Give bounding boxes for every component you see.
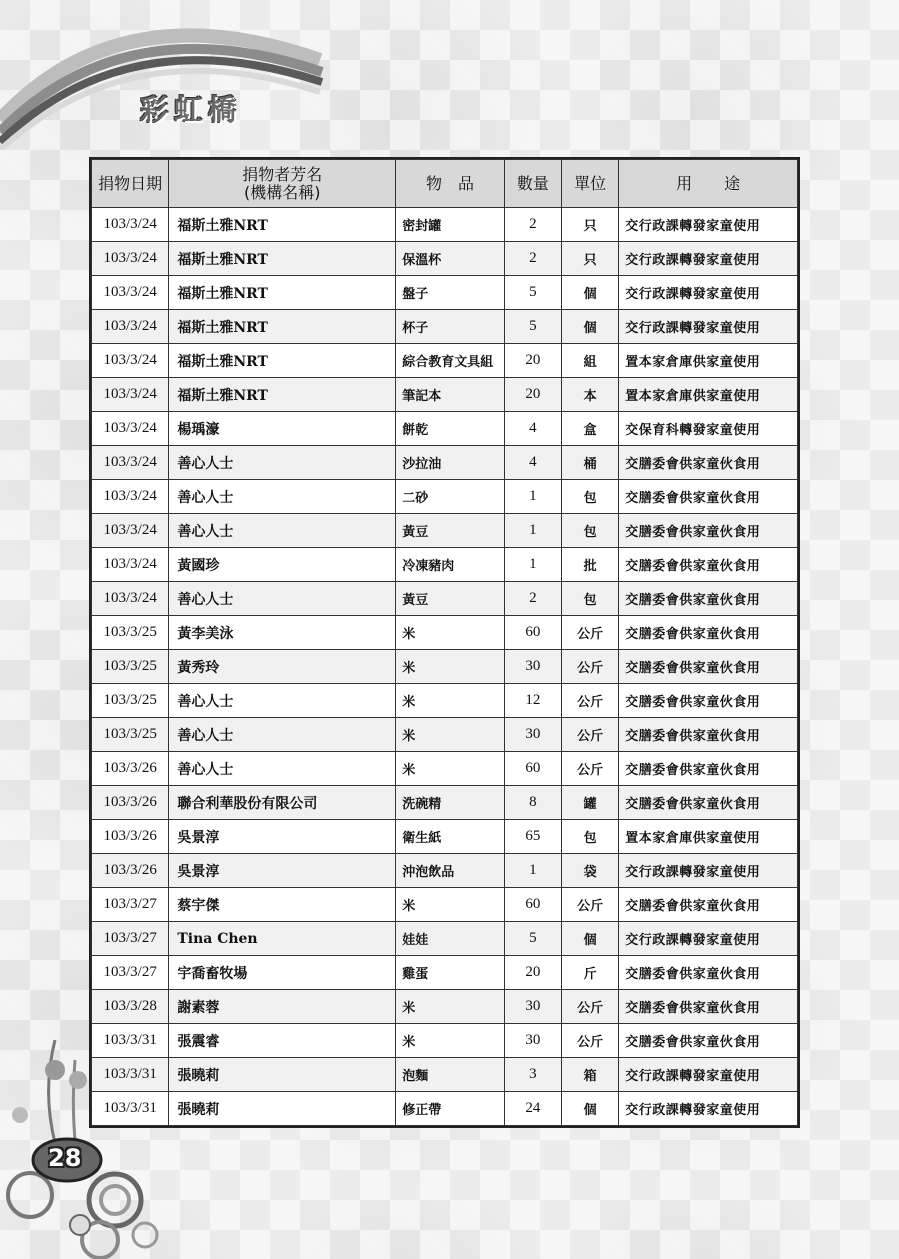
cell-unit: 只 — [561, 242, 618, 276]
cell-unit: 公斤 — [561, 616, 618, 650]
table-row — [92, 888, 798, 922]
cell-item: 黃豆 — [396, 514, 504, 548]
cell-unit: 批 — [561, 548, 618, 582]
cell-date: 103/3/27 — [92, 956, 169, 990]
cell-date: 103/3/24 — [92, 344, 169, 378]
cell-unit: 箱 — [561, 1058, 618, 1092]
table-row — [92, 1058, 798, 1092]
cell-date: 103/3/26 — [92, 786, 169, 820]
header-item: 物 品 — [396, 160, 504, 208]
cell-donor: 福斯土雅NRT — [169, 344, 396, 378]
cell-qty: 5 — [504, 922, 561, 956]
cell-unit: 袋 — [561, 854, 618, 888]
cell-item: 修正帶 — [396, 1092, 504, 1126]
cell-item: 米 — [396, 718, 504, 752]
cell-purpose: 交膳委會供家童伙食用 — [619, 616, 798, 650]
page-header-title: 彩虹橋 — [140, 93, 243, 126]
cell-unit: 包 — [561, 820, 618, 854]
cell-purpose: 交膳委會供家童伙食用 — [619, 752, 798, 786]
cell-qty: 2 — [504, 208, 561, 242]
cell-qty: 30 — [504, 990, 561, 1024]
table-body — [92, 208, 798, 1126]
donation-table — [89, 157, 800, 1128]
cell-purpose: 交膳委會供家童伙食用 — [619, 548, 798, 582]
cell-unit: 公斤 — [561, 752, 618, 786]
cell-donor: 聯合利華股份有限公司 — [169, 786, 396, 820]
cell-donor: 善心人士 — [169, 480, 396, 514]
cell-donor: 黃秀玲 — [169, 650, 396, 684]
cell-qty: 1 — [504, 480, 561, 514]
cell-unit: 公斤 — [561, 684, 618, 718]
cell-donor: 善心人士 — [169, 752, 396, 786]
header-unit: 單位 — [561, 160, 618, 208]
cell-donor: 福斯土雅NRT — [169, 208, 396, 242]
cell-donor: 楊瑀濠 — [169, 412, 396, 446]
cell-donor: 吳景淳 — [169, 854, 396, 888]
cell-purpose: 置本家倉庫供家童使用 — [619, 820, 798, 854]
cell-donor: 蔡宇傑 — [169, 888, 396, 922]
cell-item: 米 — [396, 990, 504, 1024]
cell-item: 米 — [396, 684, 504, 718]
table-row — [92, 446, 798, 480]
cell-unit: 桶 — [561, 446, 618, 480]
cell-date: 103/3/26 — [92, 820, 169, 854]
cell-unit: 組 — [561, 344, 618, 378]
cell-item: 保溫杯 — [396, 242, 504, 276]
table-row — [92, 412, 798, 446]
cell-donor: Tina Chen — [169, 922, 396, 956]
cell-unit: 個 — [561, 1092, 618, 1126]
cell-qty: 60 — [504, 616, 561, 650]
cell-date: 103/3/28 — [92, 990, 169, 1024]
cell-qty: 1 — [504, 854, 561, 888]
cell-donor: 謝素蓉 — [169, 990, 396, 1024]
table-row — [92, 276, 798, 310]
cell-item: 杯子 — [396, 310, 504, 344]
cell-date: 103/3/27 — [92, 922, 169, 956]
cell-item: 二砂 — [396, 480, 504, 514]
cell-item: 綜合教育文具組 — [396, 344, 504, 378]
table-row — [92, 854, 798, 888]
cell-item: 雞蛋 — [396, 956, 504, 990]
table-row — [92, 582, 798, 616]
table-row — [92, 208, 798, 242]
cell-qty: 60 — [504, 752, 561, 786]
cell-item: 冷凍豬肉 — [396, 548, 504, 582]
cell-donor: 吳景淳 — [169, 820, 396, 854]
cell-date: 103/3/24 — [92, 378, 169, 412]
header-qty: 數量 — [504, 160, 561, 208]
cell-qty: 3 — [504, 1058, 561, 1092]
cell-purpose: 交膳委會供家童伙食用 — [619, 650, 798, 684]
cell-donor: 善心人士 — [169, 514, 396, 548]
table-header-row — [92, 160, 798, 208]
cell-date: 103/3/24 — [92, 480, 169, 514]
cell-date: 103/3/26 — [92, 854, 169, 888]
cell-unit: 罐 — [561, 786, 618, 820]
cell-date: 103/3/26 — [92, 752, 169, 786]
cell-date: 103/3/24 — [92, 412, 169, 446]
cell-purpose: 交行政課轉發家童使用 — [619, 276, 798, 310]
cell-item: 衛生紙 — [396, 820, 504, 854]
header-purpose: 用 途 — [619, 160, 798, 208]
table-row — [92, 616, 798, 650]
cell-donor: 福斯土雅NRT — [169, 242, 396, 276]
cell-purpose: 交膳委會供家童伙食用 — [619, 684, 798, 718]
cell-qty: 12 — [504, 684, 561, 718]
cell-qty: 2 — [504, 582, 561, 616]
table-row — [92, 378, 798, 412]
cell-qty: 30 — [504, 650, 561, 684]
cell-qty: 4 — [504, 412, 561, 446]
cell-purpose: 交膳委會供家童伙食用 — [619, 888, 798, 922]
table-row — [92, 310, 798, 344]
cell-donor: 黃李美泳 — [169, 616, 396, 650]
cell-qty: 30 — [504, 718, 561, 752]
cell-unit: 個 — [561, 922, 618, 956]
cell-item: 泡麵 — [396, 1058, 504, 1092]
cell-unit: 個 — [561, 276, 618, 310]
cell-donor: 善心人士 — [169, 446, 396, 480]
cell-date: 103/3/31 — [92, 1092, 169, 1126]
cell-donor: 福斯土雅NRT — [169, 276, 396, 310]
table-row — [92, 684, 798, 718]
cell-unit: 個 — [561, 310, 618, 344]
cell-purpose: 交膳委會供家童伙食用 — [619, 1024, 798, 1058]
cell-donor: 善心人士 — [169, 718, 396, 752]
cell-date: 103/3/25 — [92, 650, 169, 684]
header-date: 捐物日期 — [92, 160, 169, 208]
cell-item: 餅乾 — [396, 412, 504, 446]
table-row — [92, 752, 798, 786]
cell-purpose: 交行政課轉發家童使用 — [619, 1092, 798, 1126]
cell-purpose: 交膳委會供家童伙食用 — [619, 956, 798, 990]
cell-unit: 包 — [561, 514, 618, 548]
cell-date: 103/3/24 — [92, 276, 169, 310]
cell-purpose: 交行政課轉發家童使用 — [619, 208, 798, 242]
cell-unit: 斤 — [561, 956, 618, 990]
cell-unit: 公斤 — [561, 1024, 618, 1058]
cell-item: 米 — [396, 616, 504, 650]
cell-qty: 30 — [504, 1024, 561, 1058]
header-donor — [169, 160, 396, 208]
table-row — [92, 548, 798, 582]
cell-qty: 4 — [504, 446, 561, 480]
cell-purpose: 交行政課轉發家童使用 — [619, 1058, 798, 1092]
cell-date: 103/3/25 — [92, 616, 169, 650]
cell-donor: 善心人士 — [169, 582, 396, 616]
cell-purpose: 交膳委會供家童伙食用 — [619, 514, 798, 548]
cell-item: 娃娃 — [396, 922, 504, 956]
cell-unit: 盒 — [561, 412, 618, 446]
cell-purpose: 交膳委會供家童伙食用 — [619, 990, 798, 1024]
cell-unit: 只 — [561, 208, 618, 242]
cell-purpose: 交膳委會供家童伙食用 — [619, 446, 798, 480]
cell-date: 103/3/24 — [92, 242, 169, 276]
cell-qty: 20 — [504, 344, 561, 378]
cell-item: 米 — [396, 752, 504, 786]
cell-purpose: 交保育科轉發家童使用 — [619, 412, 798, 446]
cell-donor: 黃國珍 — [169, 548, 396, 582]
table-row — [92, 344, 798, 378]
cell-date: 103/3/25 — [92, 718, 169, 752]
cell-donor: 張曉莉 — [169, 1058, 396, 1092]
cell-qty: 8 — [504, 786, 561, 820]
cell-purpose: 交膳委會供家童伙食用 — [619, 582, 798, 616]
cell-date: 103/3/24 — [92, 582, 169, 616]
table-row — [92, 956, 798, 990]
cell-qty: 1 — [504, 548, 561, 582]
cell-purpose: 置本家倉庫供家童使用 — [619, 378, 798, 412]
cell-purpose: 交膳委會供家童伙食用 — [619, 786, 798, 820]
table-row — [92, 922, 798, 956]
table-row — [92, 650, 798, 684]
cell-qty: 60 — [504, 888, 561, 922]
cell-donor: 宇喬畜牧場 — [169, 956, 396, 990]
cell-unit: 公斤 — [561, 650, 618, 684]
cell-purpose: 交膳委會供家童伙食用 — [619, 480, 798, 514]
cell-item: 盤子 — [396, 276, 504, 310]
cell-item: 筆記本 — [396, 378, 504, 412]
table-row — [92, 1024, 798, 1058]
cell-donor: 張震睿 — [169, 1024, 396, 1058]
table-row — [92, 786, 798, 820]
cell-qty: 1 — [504, 514, 561, 548]
table-row — [92, 514, 798, 548]
cell-purpose: 交行政課轉發家童使用 — [619, 310, 798, 344]
cell-date: 103/3/24 — [92, 446, 169, 480]
cell-qty: 5 — [504, 310, 561, 344]
cell-purpose: 交行政課轉發家童使用 — [619, 242, 798, 276]
cell-unit: 本 — [561, 378, 618, 412]
cell-unit: 包 — [561, 582, 618, 616]
cell-donor: 福斯土雅NRT — [169, 378, 396, 412]
table-row — [92, 820, 798, 854]
table-row — [92, 480, 798, 514]
cell-item: 沖泡飲品 — [396, 854, 504, 888]
table-row — [92, 990, 798, 1024]
cell-qty: 5 — [504, 276, 561, 310]
cell-purpose: 置本家倉庫供家童使用 — [619, 344, 798, 378]
cell-date: 103/3/31 — [92, 1024, 169, 1058]
cell-qty: 20 — [504, 956, 561, 990]
cell-date: 103/3/25 — [92, 684, 169, 718]
cell-qty: 2 — [504, 242, 561, 276]
cell-date: 103/3/24 — [92, 310, 169, 344]
cell-purpose: 交膳委會供家童伙食用 — [619, 718, 798, 752]
cell-purpose: 交行政課轉發家童使用 — [619, 854, 798, 888]
cell-item: 黃豆 — [396, 582, 504, 616]
cell-qty: 65 — [504, 820, 561, 854]
cell-donor: 張曉莉 — [169, 1092, 396, 1126]
cell-purpose: 交行政課轉發家童使用 — [619, 922, 798, 956]
cell-item: 密封罐 — [396, 208, 504, 242]
cell-date: 103/3/27 — [92, 888, 169, 922]
cell-qty: 24 — [504, 1092, 561, 1126]
cell-date: 103/3/31 — [92, 1058, 169, 1092]
cell-item: 沙拉油 — [396, 446, 504, 480]
cell-unit: 包 — [561, 480, 618, 514]
cell-qty: 20 — [504, 378, 561, 412]
cell-unit: 公斤 — [561, 718, 618, 752]
cell-donor: 善心人士 — [169, 684, 396, 718]
cell-unit: 公斤 — [561, 990, 618, 1024]
header-donor-line1: 捐物者芳名 — [242, 164, 323, 184]
table-row — [92, 1092, 798, 1126]
cell-date: 103/3/24 — [92, 514, 169, 548]
header-donor-line2: (機構名稱) — [244, 182, 321, 202]
table-row — [92, 718, 798, 752]
page-number: 28 — [48, 1144, 82, 1172]
cell-donor: 福斯土雅NRT — [169, 310, 396, 344]
cell-date: 103/3/24 — [92, 548, 169, 582]
cell-item: 米 — [396, 650, 504, 684]
cell-item: 米 — [396, 888, 504, 922]
cell-item: 洗碗精 — [396, 786, 504, 820]
table-row — [92, 242, 798, 276]
cell-unit: 公斤 — [561, 888, 618, 922]
cell-item: 米 — [396, 1024, 504, 1058]
cell-date: 103/3/24 — [92, 208, 169, 242]
